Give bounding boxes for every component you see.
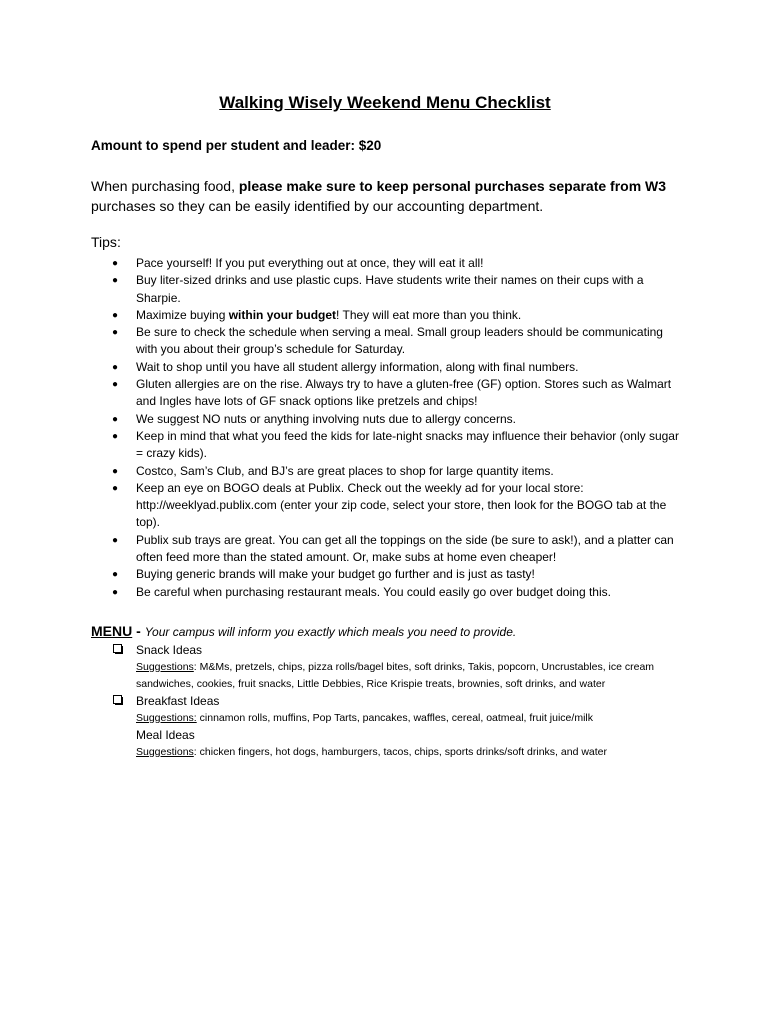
tip-text: Costco, Sam’s Club, and BJ’s are great places to shop for large quantity items. [136,463,554,478]
tips-colon: : [116,234,121,250]
bullet-icon: ● [112,569,119,581]
tip-text: Be sure to check the schedule when serving a meal. Small group leaders should be communicating with you about their group’s schedule for Saturday. [136,325,663,357]
bullet-icon: ● [112,361,119,373]
tip-item [0,480,684,532]
menu-item [0,727,770,761]
document-title: Walking Wisely Weekend Menu Checklist [219,93,551,112]
bullet-icon: ● [112,413,119,425]
tip-item [0,428,684,463]
tip-text: Wait to shop until you have all student allergy information, along with final numbers. [136,359,579,374]
bullet-icon: ● [112,430,119,442]
intro-text-post: purchases so they can be easily identified by our accounting department. [91,198,544,214]
tip-item [0,307,684,324]
tip-item [0,324,684,359]
bullet-icon: ● [112,309,119,321]
checkbox-icon[interactable] [113,644,122,653]
intro-text-bold: please make sure to keep personal purchases separate from W3 [238,178,667,194]
menu-note: Your campus will inform you exactly which meals you need to provide. [144,625,517,639]
tip-text: Buy liter-sized drinks and use plastic cups. Have students write their names on their cups with a Sharpie. [136,273,644,305]
tip-item [0,532,684,567]
menu-item [0,693,770,727]
menu-item-label: Breakfast Ideas [136,694,220,708]
suggestions-separator: : [193,746,200,758]
tip-text: Keep in mind that what you feed the kids for late-night snacks may influence their behavior (only sugar = crazy kids). [136,428,679,461]
menu-item-label: Snack Ideas [136,643,203,657]
tip-text-pre: Maximize buying [136,307,229,322]
suggestions-separator: : [193,661,200,673]
menu-item-suggestions [136,744,686,761]
tip-item [0,272,684,307]
suggestions-text: cinnamon rolls, muffins, Pop Tarts, pancakes, waffles, cereal, oatmeal, fruit juice/milk [199,712,593,724]
suggestions-label: Suggestions [136,746,194,758]
suggestions-text: M&Ms, pretzels, chips, pizza rolls/bagel bites, soft drinks, Takis, popcorn, Uncrustables, ice cream sandwiches, cookies, fruit snacks, Little Debbies, Rice Krispie treats, brownies, soft drinks, and water [136,661,655,690]
checkbox-icon[interactable] [113,695,122,704]
bullet-icon: ● [112,275,119,287]
menu-dash: - [132,623,145,639]
menu-heading [91,623,516,639]
tip-text: Keep an eye on BOGO deals at Publix. Check out the weekly ad for your local store: http://weeklyad.publix.com (enter your zip code, select your store, then look for the BOGO tab at the top). [136,480,667,530]
menu-item-label: Meal Ideas [136,728,195,742]
bullet-icon: ● [112,586,119,598]
tip-text: Be careful when purchasing restaurant meals. You could easily go over budget doing this. [136,584,611,599]
intro-text-pre: When purchasing food, [91,178,239,194]
tip-text: Publix sub trays are great. You can get all the toppings on the side (be sure to ask!), and a platter can often feed more than the stated amount. Or, make subs at home even cheaper! [136,532,674,565]
menu-item-suggestions [136,710,686,727]
tip-item [0,359,684,376]
tips-label: Tips [91,234,117,250]
tip-item [0,463,684,480]
tip-item [0,411,684,428]
bullet-icon: ● [112,465,119,477]
intro-paragraph [91,176,691,216]
tips-heading [91,234,121,250]
tip-text: Pace yourself! If you put everything out at once, they will eat it all! [136,256,484,270]
tip-text-post: ! They will eat more than you think. [336,307,522,322]
menu-item-suggestions [136,659,686,693]
suggestions-label: Suggestions [136,661,194,673]
tip-item [0,376,684,411]
bullet-icon: ● [112,482,119,494]
tip-text-bold: within your budget [228,307,337,322]
bullet-icon: ● [112,258,119,269]
tip-text: Buying generic brands will make your budget go further and is just as tasty! [136,567,535,582]
menu-label: MENU [91,623,133,639]
bullet-icon: ● [112,534,119,546]
suggestions-label: Suggestions: [136,712,197,724]
menu-list [0,642,770,761]
budget-amount: Amount to spend per student and leader: $20 [91,138,382,153]
suggestions-text: chicken fingers, hot dogs, hamburgers, tacos, chips, sports drinks/soft drinks, and water [199,746,607,758]
tip-item [0,255,684,272]
bullet-icon: ● [112,379,119,391]
tips-list [0,255,770,601]
tip-item [0,566,684,583]
bullet-icon: ● [112,327,119,339]
tip-item [0,584,684,601]
menu-item [0,642,770,693]
tip-text: Gluten allergies are on the rise. Always try to have a gluten-free (GF) option. Stores such as Walmart and Ingles have lots of GF snack options like pretzels and chips! [136,377,672,409]
tip-text: We suggest NO nuts or anything involving nuts due to allergy concerns. [136,411,516,426]
